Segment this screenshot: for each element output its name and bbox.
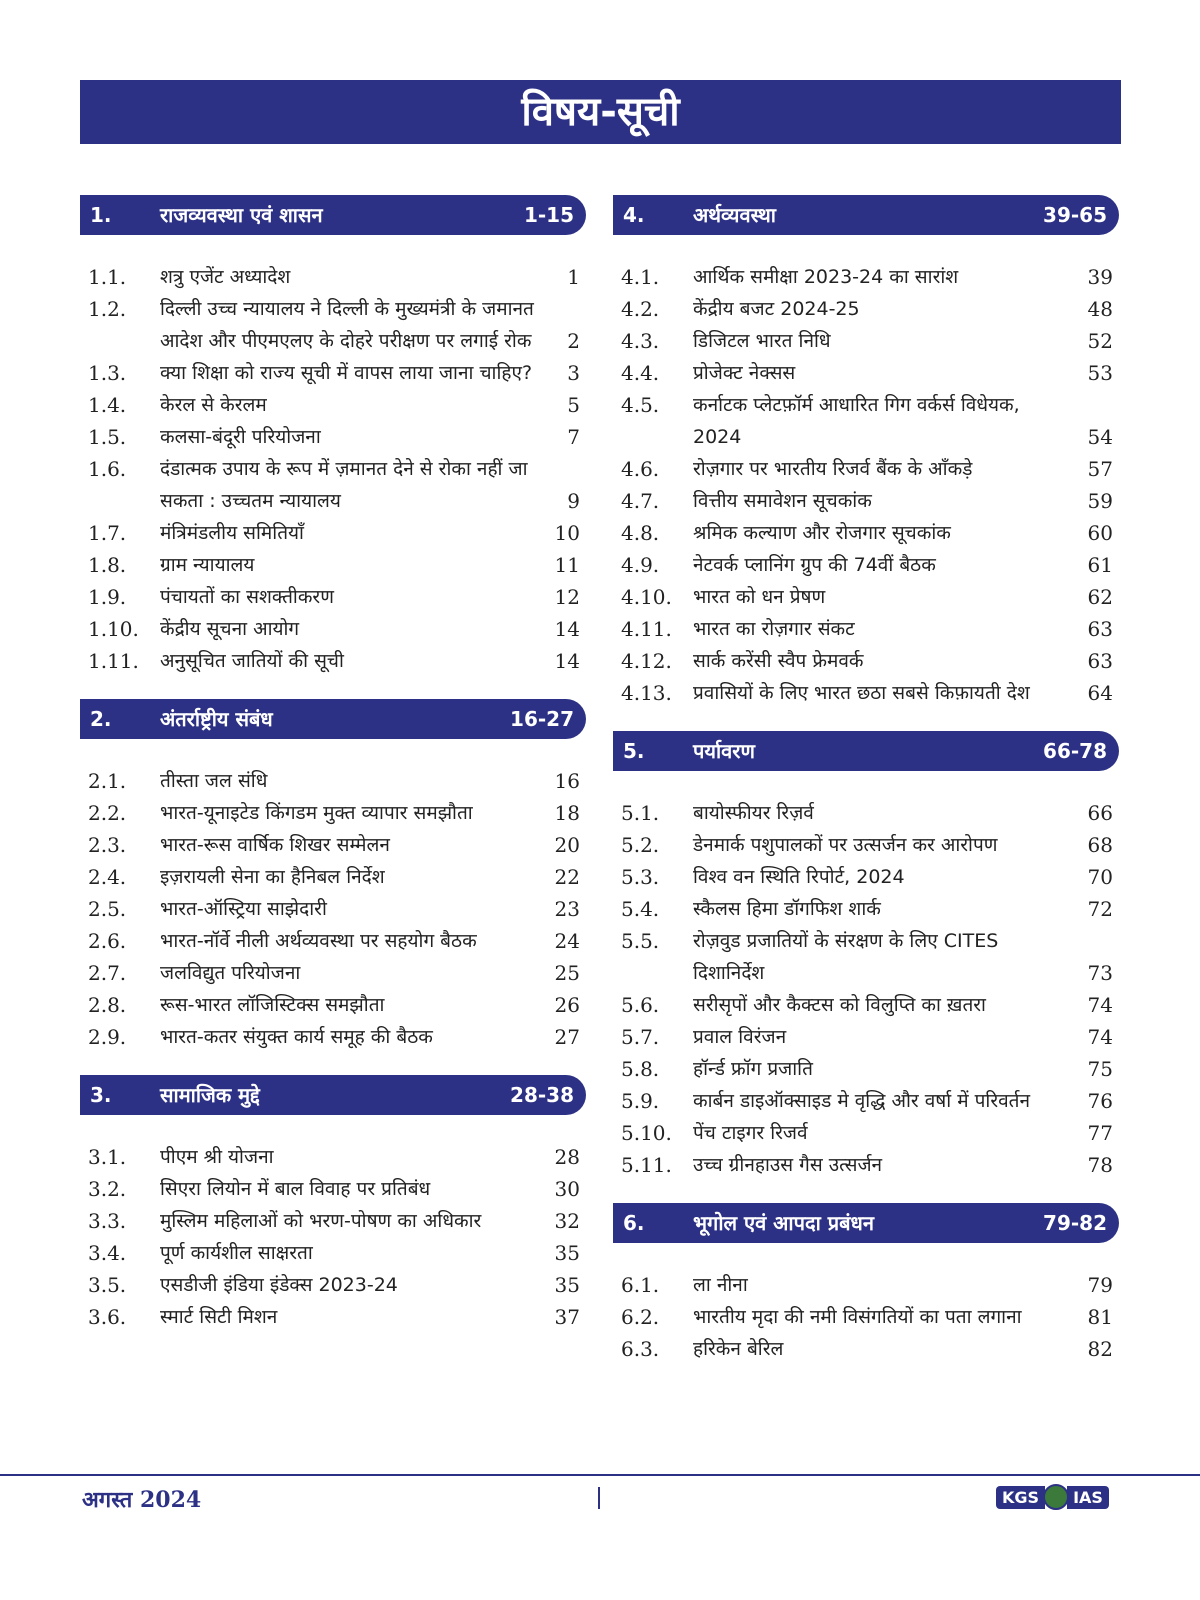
entry-page: 10	[554, 521, 580, 545]
section-header[interactable]	[613, 195, 1119, 235]
logo-kgs-text: KGS	[996, 1486, 1045, 1509]
kgs-ias-logo	[996, 1484, 1109, 1510]
toc-entry[interactable]	[613, 1085, 1119, 1117]
entry-title: बायोस्फीयर रिज़र्व	[693, 802, 814, 824]
entry-page: 9	[567, 489, 580, 513]
entry-number: 2.3.	[88, 833, 127, 857]
entry-number: 3.2.	[88, 1177, 127, 1201]
entry-number: 5.5.	[621, 929, 660, 953]
entry-title: सरीसृपों और कैक्टस को विलुप्ति का ख़तरा	[693, 994, 986, 1016]
toc-entry[interactable]	[80, 1269, 586, 1301]
entry-page: 18	[554, 801, 580, 825]
toc-entry[interactable]	[80, 389, 586, 421]
entry-number: 2.5.	[88, 897, 127, 921]
entry-title: विश्व वन स्थिति रिपोर्ट, 2024	[693, 866, 905, 888]
entry-number: 5.7.	[621, 1025, 660, 1049]
section-number: 3.	[90, 1083, 112, 1107]
toc-entry[interactable]	[613, 829, 1119, 861]
toc-section	[613, 731, 1119, 1189]
entry-number: 6.3.	[621, 1337, 660, 1361]
toc-column-left	[80, 195, 586, 1355]
entry-page: 32	[554, 1209, 580, 1233]
entry-title: तीस्ता जल संधि	[160, 770, 268, 792]
section-title: अंतर्राष्ट्रीय संबंध	[160, 707, 273, 731]
entry-number: 1.10.	[88, 617, 139, 641]
entry-title: ग्राम न्यायालय	[160, 554, 255, 576]
toc-entry[interactable]	[80, 1205, 586, 1237]
toc-section	[80, 195, 586, 685]
entry-title: शत्रु एजेंट अध्यादेश	[160, 266, 291, 288]
entry-number: 5.4.	[621, 897, 660, 921]
entry-page: 62	[1087, 585, 1113, 609]
entry-number: 1.11.	[88, 649, 139, 673]
entry-page: 27	[554, 1025, 580, 1049]
entry-page: 54	[1087, 425, 1113, 449]
toc-entry[interactable]	[80, 453, 586, 517]
entry-number: 1.6.	[88, 457, 127, 481]
entry-title: मंत्रिमंडलीय समितियाँ	[160, 522, 304, 544]
entry-title: स्मार्ट सिटी मिशन	[160, 1306, 278, 1328]
entry-number: 3.1.	[88, 1145, 127, 1169]
globe-emblem-icon	[1043, 1484, 1069, 1510]
entry-page: 7	[567, 425, 580, 449]
entry-page: 53	[1087, 361, 1113, 385]
entry-title: भारत को धन प्रेषण	[693, 586, 826, 608]
entry-number: 2.1.	[88, 769, 127, 793]
entry-title: डेनमार्क पशुपालकों पर उत्सर्जन कर आरोपण	[693, 834, 998, 856]
toc-entry[interactable]	[613, 989, 1119, 1021]
toc-entry[interactable]	[613, 1021, 1119, 1053]
entry-title: दिल्ली उच्च न्यायालय ने दिल्ली के मुख्यमंत्री के जमानत आदेश और पीएमएलए के दोहरे परीक्षण पर लगाई रोक	[160, 298, 534, 352]
section-header[interactable]	[80, 195, 586, 235]
entry-page: 66	[1087, 801, 1113, 825]
section-title: अर्थव्यवस्था	[693, 203, 776, 227]
entry-number: 1.7.	[88, 521, 127, 545]
section-page-range: 28-38	[510, 1083, 574, 1107]
footer-date: अगस्त 2024	[82, 1487, 202, 1513]
entry-page: 28	[554, 1145, 580, 1169]
entry-title: नेटवर्क प्लानिंग ग्रुप की 74वीं बैठक	[693, 554, 936, 576]
entry-number: 5.9.	[621, 1089, 660, 1113]
entry-page: 64	[1087, 681, 1113, 705]
toc-entry[interactable]	[613, 677, 1119, 709]
entry-page: 48	[1087, 297, 1113, 321]
entry-title: एसडीजी इंडिया इंडेक्स 2023-24	[160, 1274, 398, 1296]
section-page-range: 1-15	[523, 203, 574, 227]
section-title: राजव्यवस्था एवं शासन	[160, 203, 323, 227]
section-title: भूगोल एवं आपदा प्रबंधन	[693, 1211, 874, 1235]
toc-entry[interactable]	[613, 325, 1119, 357]
entry-page: 76	[1087, 1089, 1113, 1113]
entry-page: 1	[567, 265, 580, 289]
toc-entry[interactable]	[613, 261, 1119, 293]
entry-number: 1.1.	[88, 265, 127, 289]
entry-title: भारतीय मृदा की नमी विसंगतियों का पता लगाना	[693, 1306, 1022, 1328]
entry-title: भारत का रोज़गार संकट	[693, 618, 855, 640]
toc-entry[interactable]	[80, 989, 586, 1021]
entry-page: 22	[554, 865, 580, 889]
toc-entry[interactable]	[80, 829, 586, 861]
section-number: 1.	[90, 203, 112, 227]
entry-title: मुस्लिम महिलाओं को भरण-पोषण का अधिकार	[160, 1210, 482, 1232]
toc-item-list	[613, 771, 1119, 1189]
entry-title: अनुसूचित जातियों की सूची	[160, 650, 344, 672]
toc-entry[interactable]	[613, 517, 1119, 549]
entry-title: केंद्रीय बजट 2024-25	[693, 298, 860, 320]
entry-title: रोज़गार पर भारतीय रिजर्व बैंक के आँकड़े	[693, 458, 973, 480]
entry-title: रूस-भारत लॉजिस्टिक्स समझौता	[160, 994, 385, 1016]
entry-page: 81	[1087, 1305, 1113, 1329]
toc-entry[interactable]	[80, 1021, 586, 1053]
section-header[interactable]	[613, 731, 1119, 771]
entry-page: 82	[1087, 1337, 1113, 1361]
entry-page: 79	[1087, 1273, 1113, 1297]
toc-entry[interactable]	[613, 925, 1119, 989]
entry-title: कर्नाटक प्लेटफ़ॉर्म आधारित गिग वर्कर्स विधेयक, 2024	[693, 394, 1020, 448]
entry-title: केरल से केरलम	[160, 394, 267, 416]
footer-separator	[598, 1487, 600, 1509]
entry-title: भारत-ऑस्ट्रिया साझेदारी	[160, 898, 327, 920]
section-page-range: 66-78	[1043, 739, 1107, 763]
entry-number: 4.4.	[621, 361, 660, 385]
toc-entry[interactable]	[80, 1301, 586, 1333]
entry-title: केंद्रीय सूचना आयोग	[160, 618, 300, 640]
entry-number: 4.8.	[621, 521, 660, 545]
section-page-range: 16-27	[510, 707, 574, 731]
entry-page: 74	[1087, 993, 1113, 1017]
entry-title: वित्तीय समावेशन सूचकांक	[693, 490, 872, 512]
entry-title: सार्क करेंसी स्वैप फ्रेमवर्क	[693, 650, 864, 672]
entry-number: 3.5.	[88, 1273, 127, 1297]
entry-title: पेंच टाइगर रिजर्व	[693, 1122, 808, 1144]
entry-page: 61	[1087, 553, 1113, 577]
footer-divider	[0, 1474, 1200, 1476]
toc-section	[613, 1203, 1119, 1373]
section-title: पर्यावरण	[693, 739, 755, 763]
entry-page: 63	[1087, 649, 1113, 673]
entry-page: 59	[1087, 489, 1113, 513]
section-header[interactable]	[80, 699, 586, 739]
entry-page: 3	[567, 361, 580, 385]
entry-page: 24	[554, 929, 580, 953]
toc-entry[interactable]	[613, 645, 1119, 677]
section-page-range: 79-82	[1043, 1211, 1107, 1235]
entry-title: कलसा-बंदूरी परियोजना	[160, 426, 321, 448]
entry-number: 4.7.	[621, 489, 660, 513]
entry-number: 5.3.	[621, 865, 660, 889]
toc-entry[interactable]	[80, 613, 586, 645]
entry-page: 57	[1087, 457, 1113, 481]
entry-number: 4.6.	[621, 457, 660, 481]
entry-title: क्या शिक्षा को राज्य सूची में वापस लाया जाना चाहिए?	[160, 362, 533, 384]
entry-title: पंचायतों का सशक्तीकरण	[160, 586, 334, 608]
entry-title: जलविद्युत परियोजना	[160, 962, 301, 984]
page-title: विषय-सूची	[80, 80, 1121, 144]
toc-entry[interactable]	[80, 1141, 586, 1173]
toc-column-right	[613, 195, 1119, 1387]
toc-entry[interactable]	[613, 581, 1119, 613]
toc-entry[interactable]	[80, 357, 586, 389]
toc-entry[interactable]	[613, 1269, 1119, 1301]
section-page-range: 39-65	[1043, 203, 1107, 227]
toc-entry[interactable]	[613, 1053, 1119, 1085]
entry-title: हॉर्न्ड फ्रॉग प्रजाति	[693, 1058, 813, 1080]
entry-title: ला नीना	[693, 1274, 748, 1296]
toc-entry[interactable]	[80, 645, 586, 677]
entry-number: 5.6.	[621, 993, 660, 1017]
entry-number: 5.2.	[621, 833, 660, 857]
entry-title: कार्बन डाइऑक्साइड मे वृद्धि और वर्षा में परिवर्तन	[693, 1090, 1031, 1112]
entry-number: 4.10.	[621, 585, 672, 609]
entry-number: 4.11.	[621, 617, 672, 641]
entry-number: 4.2.	[621, 297, 660, 321]
entry-number: 2.8.	[88, 993, 127, 1017]
toc-item-list	[613, 235, 1119, 717]
toc-item-list	[80, 1115, 586, 1341]
entry-page: 78	[1087, 1153, 1113, 1177]
entry-title: प्रोजेक्ट नेक्सस	[693, 362, 796, 384]
entry-page: 12	[554, 585, 580, 609]
toc-entry[interactable]	[613, 389, 1119, 453]
entry-page: 30	[554, 1177, 580, 1201]
section-number: 4.	[623, 203, 645, 227]
section-title: सामाजिक मुद्दे	[160, 1083, 260, 1107]
entry-page: 68	[1087, 833, 1113, 857]
entry-title: इज़रायली सेना का हैनिबल निर्देश	[160, 866, 385, 888]
toc-entry[interactable]	[613, 1301, 1119, 1333]
toc-item-list	[80, 235, 586, 685]
entry-number: 6.1.	[621, 1273, 660, 1297]
toc-entry[interactable]	[613, 453, 1119, 485]
entry-page: 60	[1087, 521, 1113, 545]
section-number: 5.	[623, 739, 645, 763]
entry-number: 2.4.	[88, 865, 127, 889]
entry-title: प्रवाल विरंजन	[693, 1026, 787, 1048]
toc-entry[interactable]	[80, 797, 586, 829]
entry-number: 2.6.	[88, 929, 127, 953]
toc-entry[interactable]	[80, 261, 586, 293]
toc-entry[interactable]	[613, 893, 1119, 925]
toc-entry[interactable]	[613, 1149, 1119, 1181]
entry-title: आर्थिक समीक्षा 2023-24 का सारांश	[693, 266, 959, 288]
toc-section	[613, 195, 1119, 717]
entry-title: हरिकेन बेरिल	[693, 1338, 784, 1360]
entry-title: भारत-कतर संयुक्त कार्य समूह की बैठक	[160, 1026, 433, 1048]
section-header[interactable]	[80, 1075, 586, 1115]
toc-entry[interactable]	[80, 1237, 586, 1269]
section-header[interactable]	[613, 1203, 1119, 1243]
entry-number: 2.2.	[88, 801, 127, 825]
toc-entry[interactable]	[80, 581, 586, 613]
entry-title: भारत-रूस वार्षिक शिखर सम्मेलन	[160, 834, 390, 856]
entry-title: श्रमिक कल्याण और रोजगार सूचकांक	[693, 522, 951, 544]
entry-title: भारत-नॉर्वे नीली अर्थव्यवस्था पर सहयोग बैठक	[160, 930, 477, 952]
entry-page: 26	[554, 993, 580, 1017]
entry-page: 63	[1087, 617, 1113, 641]
entry-number: 5.11.	[621, 1153, 672, 1177]
entry-number: 4.3.	[621, 329, 660, 353]
toc-entry[interactable]	[80, 893, 586, 925]
entry-number: 1.2.	[88, 297, 127, 321]
entry-title: रोज़वुड प्रजातियों के संरक्षण के लिए CITES दिशानिर्देश	[693, 930, 999, 984]
entry-page: 35	[554, 1273, 580, 1297]
toc-entry[interactable]	[613, 1117, 1119, 1149]
entry-page: 75	[1087, 1057, 1113, 1081]
entry-title: स्कैलस हिमा डॉगफिश शार्क	[693, 898, 881, 920]
entry-number: 2.9.	[88, 1025, 127, 1049]
entry-page: 74	[1087, 1025, 1113, 1049]
entry-title: उच्च ग्रीनहाउस गैस उत्सर्जन	[693, 1154, 883, 1176]
toc-entry[interactable]	[613, 797, 1119, 829]
toc-item-list	[613, 1243, 1119, 1373]
entry-number: 3.3.	[88, 1209, 127, 1233]
entry-number: 1.5.	[88, 425, 127, 449]
entry-number: 5.8.	[621, 1057, 660, 1081]
toc-entry[interactable]	[80, 421, 586, 453]
toc-entry[interactable]	[80, 861, 586, 893]
entry-page: 72	[1087, 897, 1113, 921]
entry-number: 4.5.	[621, 393, 660, 417]
entry-page: 11	[554, 553, 580, 577]
entry-number: 6.2.	[621, 1305, 660, 1329]
toc-entry[interactable]	[80, 293, 586, 357]
toc-section	[80, 699, 586, 1061]
toc-entry[interactable]	[80, 925, 586, 957]
entry-page: 25	[554, 961, 580, 985]
entry-number: 5.1.	[621, 801, 660, 825]
entry-number: 4.1.	[621, 265, 660, 289]
toc-entry[interactable]	[80, 549, 586, 581]
toc-entry[interactable]	[80, 765, 586, 797]
toc-entry[interactable]	[613, 549, 1119, 581]
logo-ias-text: IAS	[1067, 1486, 1109, 1509]
entry-page: 77	[1087, 1121, 1113, 1145]
entry-number: 1.9.	[88, 585, 127, 609]
entry-title: सिएरा लियोन में बाल विवाह पर प्रतिबंध	[160, 1178, 431, 1200]
entry-number: 1.8.	[88, 553, 127, 577]
section-number: 6.	[623, 1211, 645, 1235]
entry-number: 1.3.	[88, 361, 127, 385]
toc-section	[80, 1075, 586, 1341]
toc-entry[interactable]	[613, 357, 1119, 389]
entry-number: 5.10.	[621, 1121, 672, 1145]
entry-page: 23	[554, 897, 580, 921]
entry-title: दंडात्मक उपाय के रूप में ज़मानत देने से रोका नहीं जा सकता : उच्चतम न्यायालय	[160, 458, 528, 512]
entry-number: 4.12.	[621, 649, 672, 673]
toc-item-list	[80, 739, 586, 1061]
entry-number: 4.13.	[621, 681, 672, 705]
toc-entry[interactable]	[613, 293, 1119, 325]
entry-page: 73	[1087, 961, 1113, 985]
entry-title: पीएम श्री योजना	[160, 1146, 274, 1168]
toc-entry[interactable]	[613, 613, 1119, 645]
toc-entry[interactable]	[613, 861, 1119, 893]
entry-page: 52	[1087, 329, 1113, 353]
entry-page: 14	[554, 617, 580, 641]
entry-page: 16	[554, 769, 580, 793]
entry-number: 3.4.	[88, 1241, 127, 1265]
entry-number: 4.9.	[621, 553, 660, 577]
toc-entry[interactable]	[80, 517, 586, 549]
entry-page: 70	[1087, 865, 1113, 889]
toc-entry[interactable]	[80, 957, 586, 989]
entry-page: 20	[554, 833, 580, 857]
entry-number: 2.7.	[88, 961, 127, 985]
entry-page: 5	[567, 393, 580, 417]
entry-page: 39	[1087, 265, 1113, 289]
toc-entry[interactable]	[613, 1333, 1119, 1365]
toc-entry[interactable]	[613, 485, 1119, 517]
section-number: 2.	[90, 707, 112, 731]
entry-page: 2	[567, 329, 580, 353]
entry-page: 35	[554, 1241, 580, 1265]
entry-title: प्रवासियों के लिए भारत छठा सबसे किफ़ायती देश	[693, 682, 1030, 704]
entry-title: डिजिटल भारत निधि	[693, 330, 831, 352]
entry-number: 1.4.	[88, 393, 127, 417]
entry-title: भारत-यूनाइटेड किंगडम मुक्त व्यापार समझौता	[160, 802, 473, 824]
toc-entry[interactable]	[80, 1173, 586, 1205]
entry-page: 14	[554, 649, 580, 673]
entry-number: 3.6.	[88, 1305, 127, 1329]
entry-title: पूर्ण कार्यशील साक्षरता	[160, 1242, 313, 1264]
entry-page: 37	[554, 1305, 580, 1329]
